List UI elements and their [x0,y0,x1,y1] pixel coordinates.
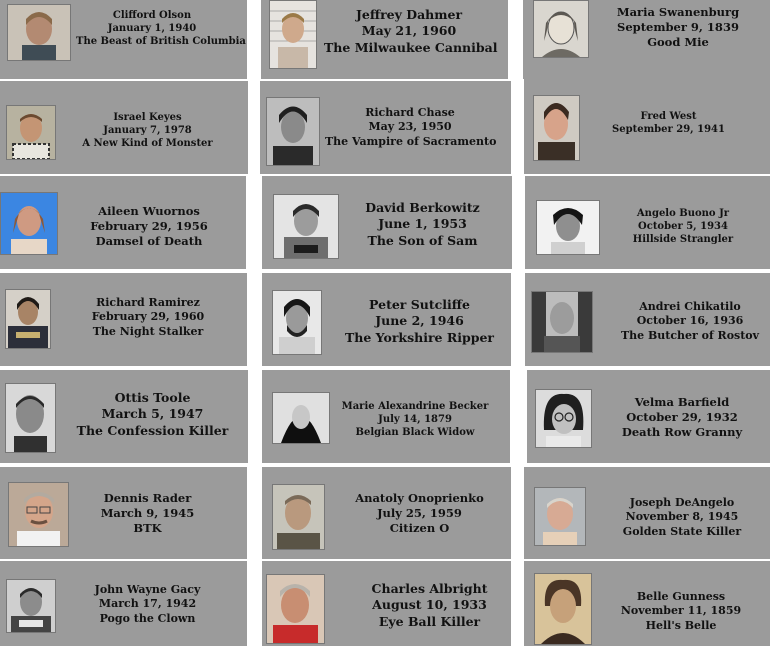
profile-card-gunness[interactable] [524,561,770,646]
card-name: Joseph DeAngelo [629,496,735,509]
mugshot-photo [266,574,325,644]
profile-card-ramirez[interactable] [0,273,247,366]
mugshot-photo [535,389,592,448]
profile-card-barfield[interactable] [527,370,770,463]
card-nickname: Eye Ball Killer [378,613,481,629]
card-name: John Wayne Gacy [94,583,201,596]
card-name: David Berkowitz [365,200,480,215]
mugshot-photo [273,194,339,259]
card-name: Richard Chase [365,106,455,119]
mugshot-photo [536,200,600,255]
mugshot-photo [533,95,580,161]
profile-card-toole[interactable] [0,370,248,463]
profile-card-deangelo[interactable] [524,467,770,559]
card-name: Belle Gunness [636,590,726,603]
card-name: Marie Alexandrine Becker [341,401,489,412]
profile-card-buono[interactable] [525,176,770,269]
card-name: Ottis Toole [114,390,191,405]
profile-card-dahmer[interactable] [261,0,508,79]
profile-card-onoprienko[interactable] [262,467,511,559]
card-date: October 16, 1936 [636,314,744,328]
card-date: January 1, 1940 [107,23,197,34]
card-name: Jeffrey Dahmer [355,7,463,22]
card-nickname: Hillside Strangler [632,234,734,245]
card-name: Velma Barfield [634,395,730,409]
card-date: May 23, 1950 [368,120,452,134]
card-nickname: Golden State Killer [622,524,742,538]
mugshot-photo [8,482,69,547]
card-date: June 2, 1946 [375,313,464,329]
card-date: March 9, 1945 [100,505,195,520]
profile-card-albright[interactable] [262,561,511,646]
card-date: March 5, 1947 [101,406,204,422]
card-name: Aileen Wuornos [98,204,200,218]
card-name: Peter Sutcliffe [369,297,470,312]
card-date: July 25, 1959 [377,505,462,520]
card-date: February 29, 1956 [90,218,208,233]
mugshot-photo [6,105,56,160]
card-nickname: Belgian Black Widow [355,427,475,438]
card-name: Charles Albright [371,581,488,596]
card-nickname: The Beast of British Columbia [76,36,246,47]
card-name: Clifford Olson [112,10,192,21]
card-nickname: A New Kind of Monster [82,138,213,149]
card-date: July 14, 1879 [378,414,452,425]
card-nickname: Pogo the Clown [99,611,196,625]
mugshot-photo [5,383,56,453]
sepia-portrait [534,573,592,645]
profile-card-chikatilo[interactable] [525,273,770,366]
mugshot-photo [5,289,51,349]
card-name: Andrei Chikatilo [639,300,741,313]
card-nickname: BTK [133,520,162,535]
card-date: September 29, 1941 [612,124,725,135]
mugshot-photo [7,4,71,61]
card-date: May 21, 1960 [361,23,457,39]
card-nickname: The Vampire of Sacramento [325,134,497,148]
card-name: Maria Swanenburg [616,5,740,19]
profile-card-swanenburg[interactable] [523,0,770,79]
profile-card-keyes[interactable] [0,81,248,174]
mugshot-photo [534,487,586,546]
card-name: Fred West [640,111,697,122]
mugshot-photo [531,291,593,353]
card-nickname: The Night Stalker [92,324,204,338]
card-nickname: Damsel of Death [95,233,203,248]
card-nickname: Death Row Granny [621,424,743,439]
card-nickname: Hell's Belle [645,618,717,632]
card-nickname: The Confession Killer [76,422,229,438]
card-nickname: Citizen O [389,520,450,535]
profile-card-west[interactable] [524,79,770,174]
card-date: March 17, 1942 [98,597,197,611]
mugshot-photo [272,290,322,355]
card-nickname: Good Mie [647,34,709,49]
mugshot-photo [272,392,330,444]
sketch-portrait [533,0,589,58]
mugshot-photo [269,0,317,69]
card-nickname: The Yorkshire Ripper [344,329,495,345]
profile-card-rader[interactable] [0,467,247,559]
profile-card-gacy[interactable] [0,561,247,646]
mugshot-photo [0,192,58,255]
card-name: Angelo Buono Jr [636,208,730,219]
card-date: January 7, 1978 [103,125,192,136]
card-date: August 10, 1933 [372,597,487,613]
card-date: November 8, 1945 [625,510,739,524]
card-nickname: The Milwaukee Cannibal [324,39,498,55]
profile-card-becker[interactable] [262,370,510,463]
card-nickname: The Son of Sam [367,232,478,248]
card-date: June 1, 1953 [378,216,467,232]
card-date: November 11, 1859 [620,604,742,618]
card-name: Anatoly Onoprienko [355,491,484,505]
mugshot-photo [272,484,325,550]
card-date: February 29, 1960 [91,310,205,324]
card-date: October 29, 1932 [626,409,738,424]
mugshot-photo [266,97,320,166]
profile-card-wuornos[interactable] [0,176,246,269]
profile-card-berkowitz[interactable] [262,176,512,269]
profile-card-chase[interactable] [260,81,511,174]
card-nickname: The Butcher of Rostov [620,328,760,342]
card-name: Dennis Rader [103,491,192,505]
profile-card-sutcliffe[interactable] [262,273,511,366]
mugshot-photo [6,579,56,633]
card-date: October 5, 1934 [638,221,728,232]
card-name: Israel Keyes [113,112,182,123]
profile-card-olson[interactable] [0,0,247,79]
card-name: Richard Ramirez [96,296,200,309]
card-date: September 9, 1839 [617,19,739,34]
